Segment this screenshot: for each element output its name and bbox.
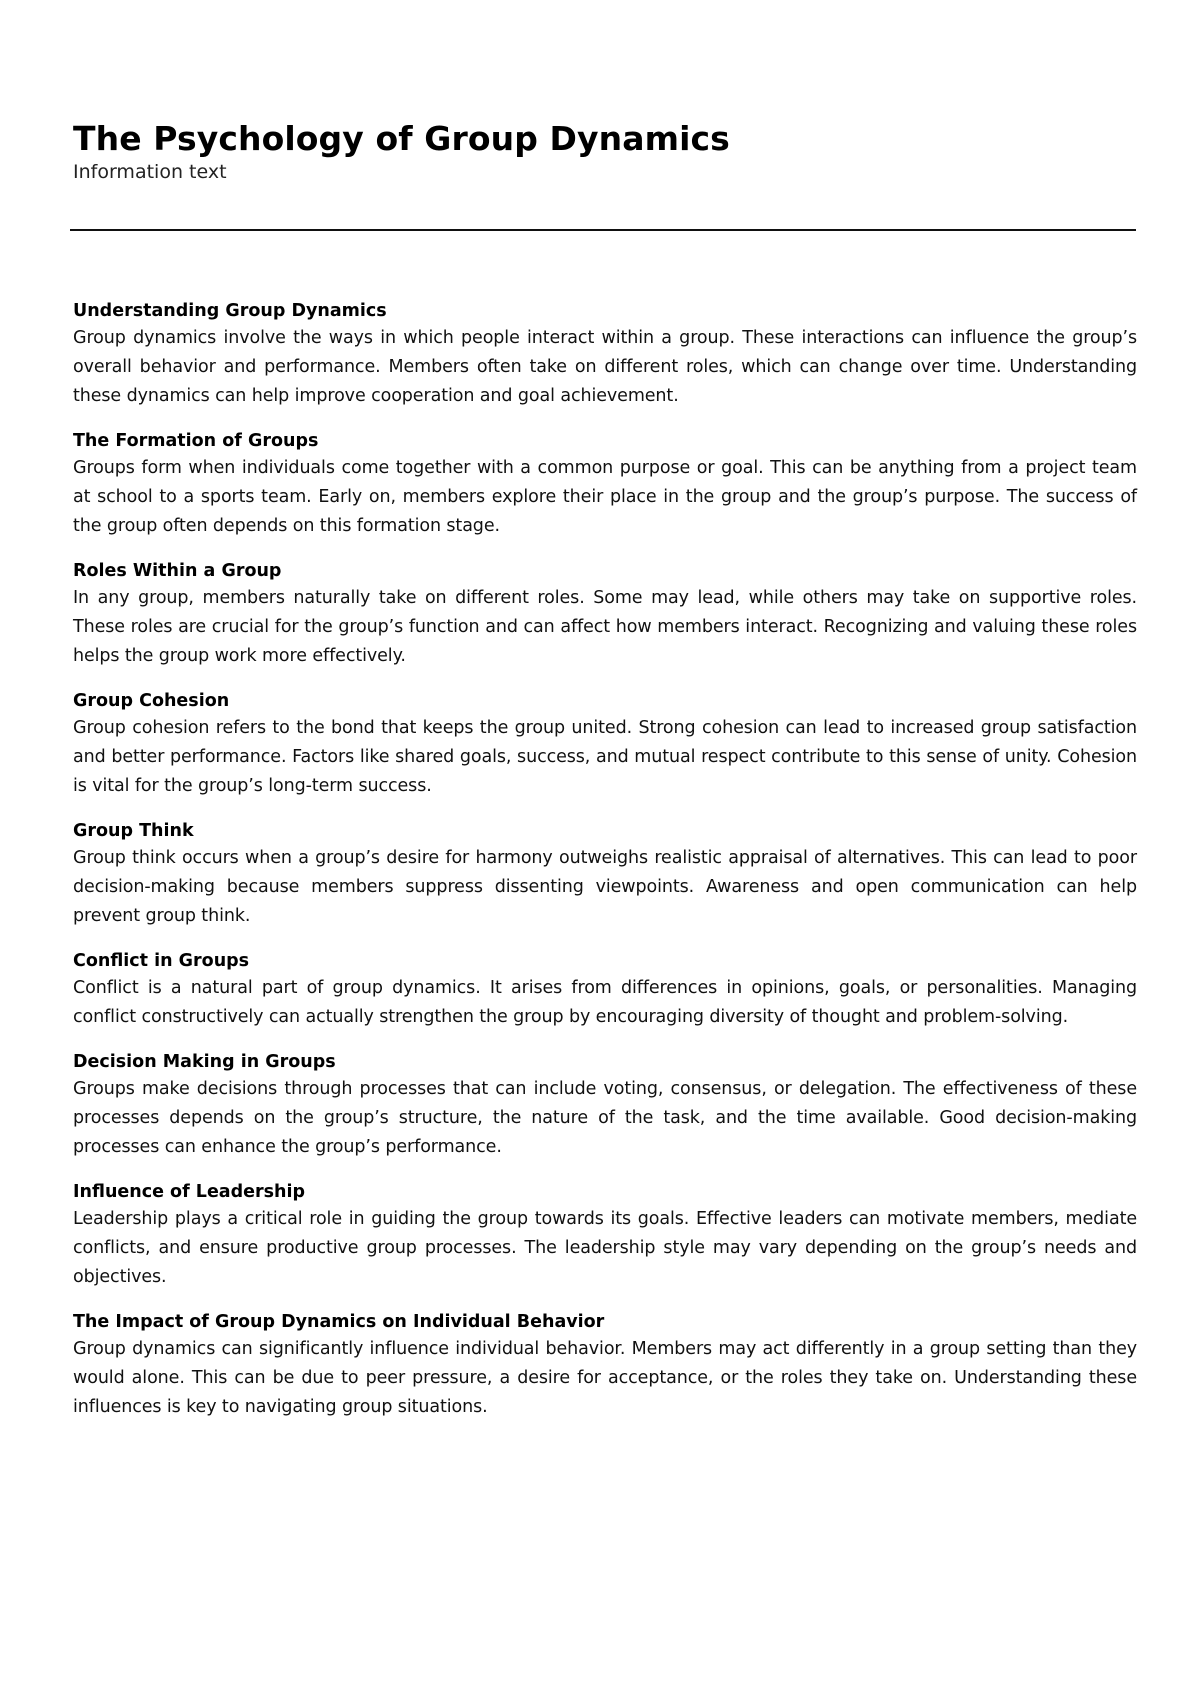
section-conflict-in-groups — [73, 948, 1137, 1032]
section-body: Group think occurs when a group’s desire for harmony outweighs realistic appraisal of alternatives. This can lead to poor decision-making because members suppress dissenting viewpoints. Awareness and open communication can help prevent group think. — [73, 848, 1137, 926]
title-divider — [70, 229, 1136, 231]
section-body: Leadership plays a critical role in guiding the group towards its goals. Effective leaders can motivate members, mediate conflicts, and ensure productive group processes. The leadership style may vary depending on the group’s needs and objectives. — [73, 1209, 1137, 1287]
section-group-cohesion — [73, 688, 1137, 801]
section-heading: Roles Within a Group — [73, 561, 282, 581]
section-heading: Understanding Group Dynamics — [73, 301, 387, 321]
section-heading: The Formation of Groups — [73, 431, 319, 451]
section-formation-of-groups — [73, 428, 1137, 541]
section-body: In any group, members naturally take on different roles. Some may lead, while others may take on supportive roles. These roles are crucial for the group’s function and can affect how members interact. Recognizing and valuing these roles helps the group work more effectively. — [73, 588, 1137, 666]
section-heading: Influence of Leadership — [73, 1182, 306, 1202]
section-heading: Conflict in Groups — [73, 951, 250, 971]
section-impact-on-individual-behavior — [73, 1309, 1137, 1422]
section-body: Groups form when individuals come together with a common purpose or goal. This can be anything from a project team at school to a sports team. Early on, members explore their place in the group and the group’s purpose. The success of the group often depends on this formation stage. — [73, 458, 1137, 536]
section-body: Group cohesion refers to the bond that keeps the group united. Strong cohesion can lead to increased group satisfaction and better performance. Factors like shared goals, success, and mutual respect contribute to this sense of unity. Cohesion is vital for the group’s long-term success. — [73, 718, 1137, 796]
section-group-think — [73, 818, 1137, 931]
section-body: Groups make decisions through processes that can include voting, consensus, or delegation. The effectiveness of these processes depends on the group’s structure, the nature of the task, and the time available. Good decision-making processes can enhance the group’s performance. — [73, 1079, 1137, 1157]
section-understanding-group-dynamics — [73, 298, 1137, 411]
section-body: Group dynamics involve the ways in which people interact within a group. These interactions can influence the group’s overall behavior and performance. Members often take on different roles, which can change over time. Understanding these dynamics can help improve cooperation and goal achievement. — [73, 328, 1137, 406]
section-body: Conflict is a natural part of group dynamics. It arises from differences in opinions, goals, or personalities. Managing conflict constructively can actually strengthen the group by encouraging diversity of thought and problem-solving. — [73, 978, 1137, 1027]
section-heading: Group Cohesion — [73, 691, 230, 711]
section-heading: Group Think — [73, 821, 194, 841]
section-decision-making-in-groups — [73, 1049, 1137, 1162]
page-title: The Psychology of Group Dynamics — [73, 119, 730, 158]
section-influence-of-leadership — [73, 1179, 1137, 1292]
document-page — [73, 118, 1137, 1417]
section-heading: Decision Making in Groups — [73, 1052, 336, 1072]
section-body: Group dynamics can significantly influence individual behavior. Members may act differently in a group setting than they would alone. This can be due to peer pressure, a desire for acceptance, or the roles they take on. Understanding these influences is key to navigating group situations. — [73, 1339, 1137, 1417]
page-subtitle: Information text — [73, 161, 227, 183]
section-roles-within-a-group — [73, 558, 1137, 671]
section-heading: The Impact of Group Dynamics on Individual Behavior — [73, 1312, 605, 1332]
content-sections — [73, 298, 1137, 1439]
